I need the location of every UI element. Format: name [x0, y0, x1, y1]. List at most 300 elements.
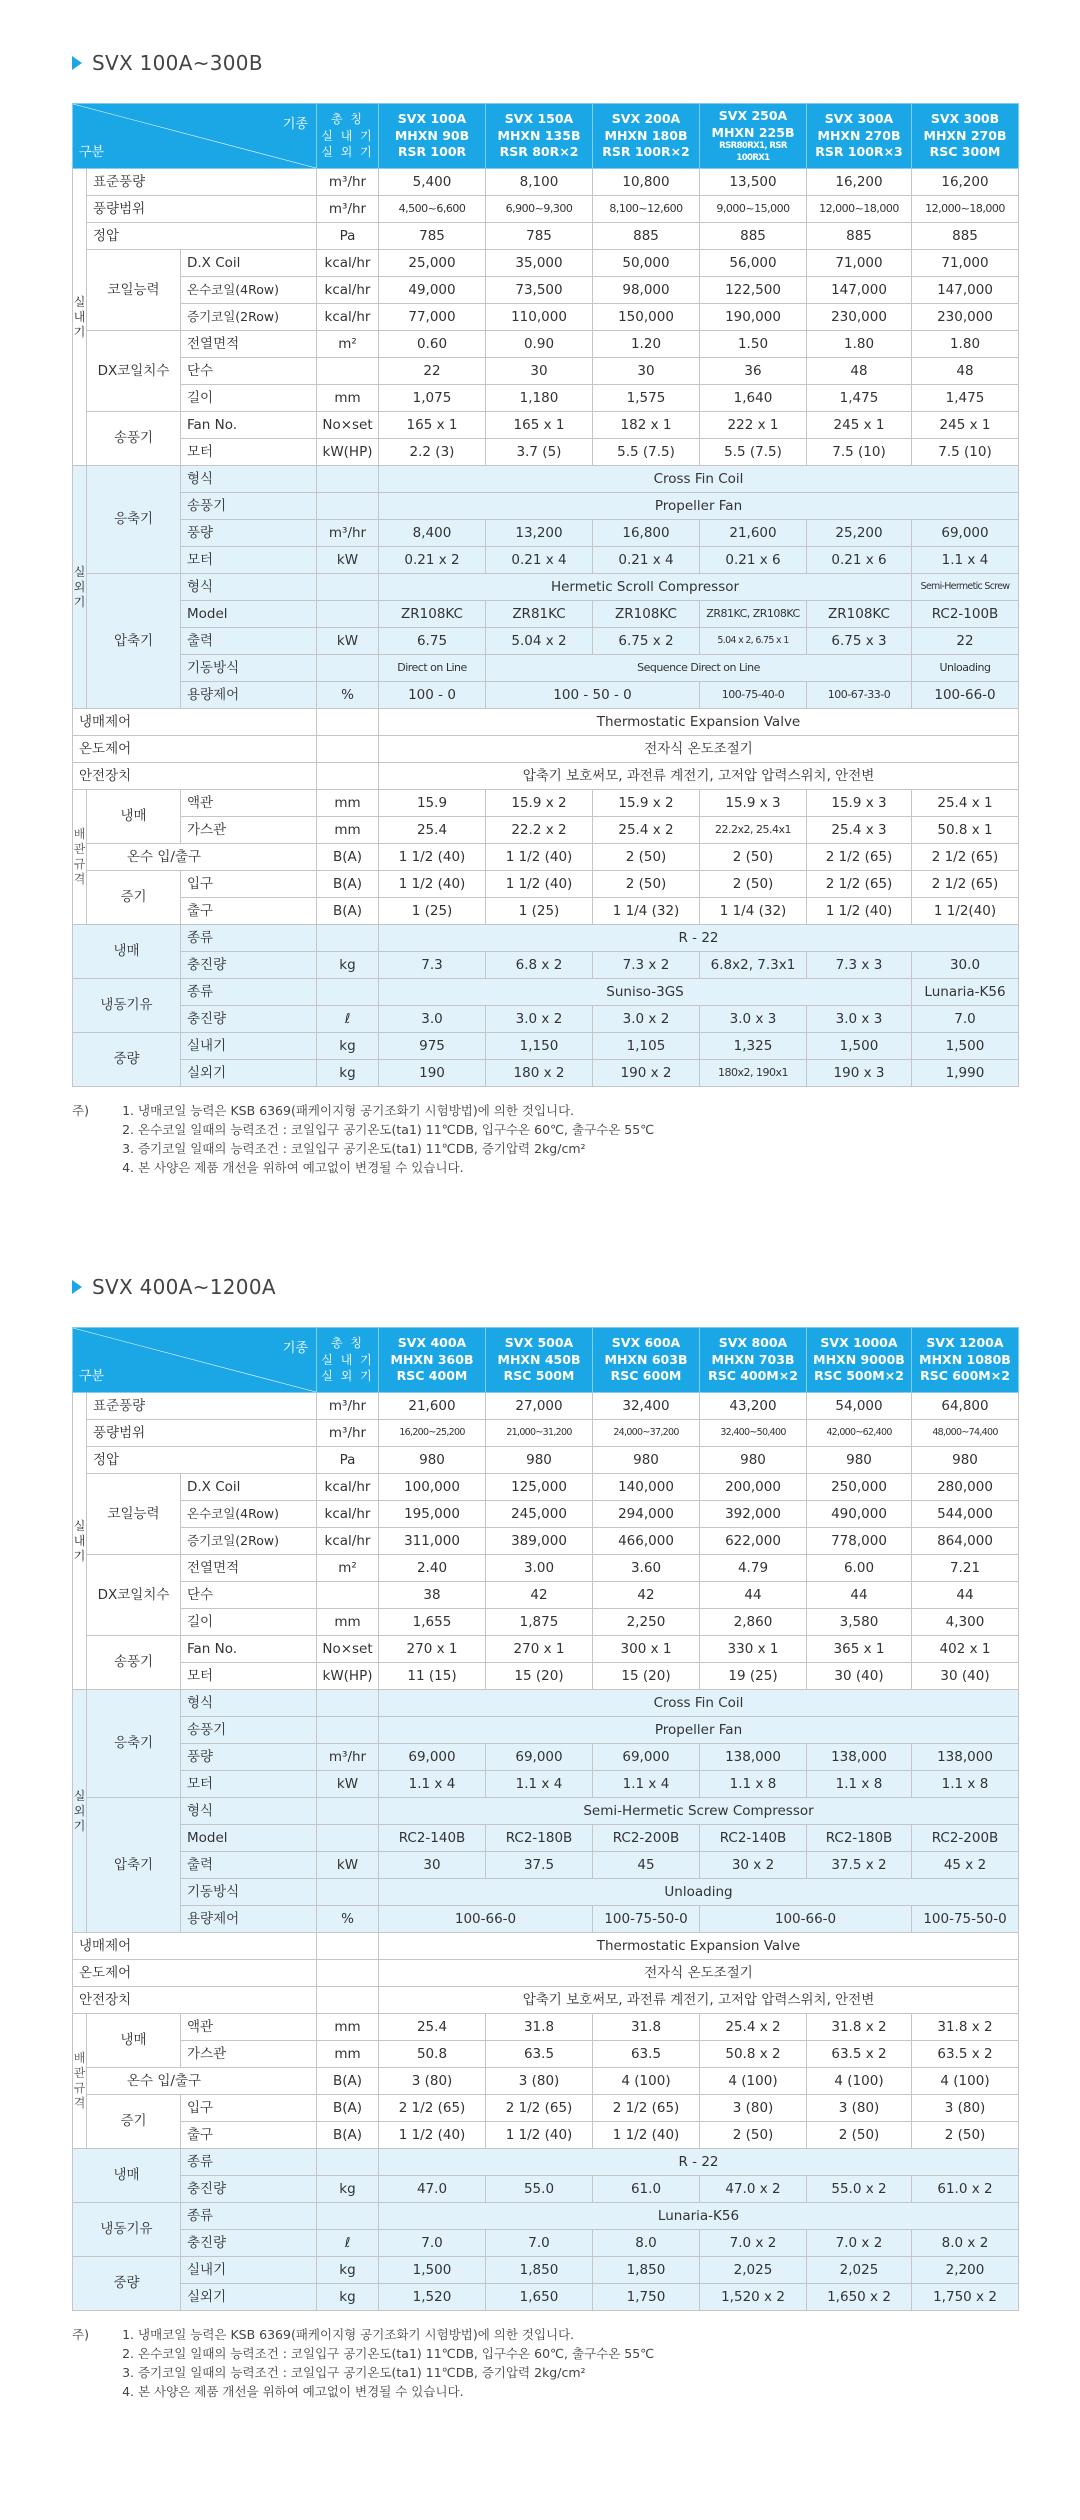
row-label: 풍량 — [181, 520, 317, 547]
value-cell: 21,600 — [379, 1393, 486, 1420]
value-cell: 100-75-50-0 — [593, 1906, 700, 1933]
unit-cell: B(A) — [317, 898, 379, 925]
unit-cell: kW(HP) — [317, 1663, 379, 1690]
value-cell: 885 — [912, 223, 1019, 250]
value-cell: 31.8 x 2 — [807, 2014, 912, 2041]
value-cell: 69,000 — [486, 1744, 593, 1771]
table-row — [73, 1987, 1019, 2014]
value-cell: 16,200~25,200 — [379, 1420, 486, 1447]
unit-cell: ℓ — [317, 1006, 379, 1033]
row-label: 전열면적 — [181, 331, 317, 358]
value-cell: 32,400~50,400 — [700, 1420, 807, 1447]
group-label: 증기 — [87, 871, 181, 925]
section-header — [72, 46, 1018, 80]
value-cell: 980 — [593, 1447, 700, 1474]
value-cell: 2 (50) — [912, 2122, 1019, 2149]
row-label: 표준풍량 — [87, 169, 317, 196]
value-cell: 16,800 — [593, 520, 700, 547]
piping-label: 배 관 규 격 — [73, 790, 87, 925]
row-label: 실내기 — [181, 1033, 317, 1060]
value-cell: 2 (50) — [593, 844, 700, 871]
group-label: DX코일치수 — [87, 331, 181, 412]
row-label: 냉매제어 — [73, 709, 317, 736]
value-cell: 1,850 — [486, 2257, 593, 2284]
row-label: 출구 — [181, 898, 317, 925]
unit-cell — [317, 493, 379, 520]
value-cell: 55.0 x 2 — [807, 2176, 912, 2203]
table-row — [73, 1717, 1019, 1744]
value-cell: 1 (25) — [379, 898, 486, 925]
spec-table — [72, 1327, 1019, 2311]
value-cell: 25.4 x 1 — [912, 790, 1019, 817]
header-units: 총 칭 실 내 기 실 외 기 — [317, 1328, 379, 1393]
value-cell: 100-75-40-0 — [700, 682, 807, 709]
unit-cell: kg — [317, 1060, 379, 1087]
value-cell: 10,800 — [593, 169, 700, 196]
table-row — [73, 601, 1019, 628]
unit-cell: m² — [317, 331, 379, 358]
value-cell: 138,000 — [807, 1744, 912, 1771]
value-cell: 43,200 — [700, 1393, 807, 1420]
table-row — [73, 385, 1019, 412]
value-cell: 330 x 1 — [700, 1636, 807, 1663]
value-cell: 15 (20) — [486, 1663, 593, 1690]
value-cell: 3.0 x 3 — [700, 1006, 807, 1033]
value-cell: 69,000 — [912, 520, 1019, 547]
value-cell: 9,000~15,000 — [700, 196, 807, 223]
value-cell: 778,000 — [807, 1528, 912, 1555]
value-cell: 402 x 1 — [912, 1636, 1019, 1663]
value-cell: 785 — [379, 223, 486, 250]
row-label: 길이 — [181, 385, 317, 412]
row-label: 표준풍량 — [87, 1393, 317, 1420]
value-cell: 25.4 — [379, 2014, 486, 2041]
value-cell: 138,000 — [912, 1744, 1019, 1771]
value-cell: 0.21 x 6 — [700, 547, 807, 574]
header-units: 총 칭 실 내 기 실 외 기 — [317, 104, 379, 169]
value-cell: 190 x 2 — [593, 1060, 700, 1087]
unit-cell: m² — [317, 1555, 379, 1582]
value-cell: 7.21 — [912, 1555, 1019, 1582]
value-cell: 3.0 x 2 — [593, 1006, 700, 1033]
table-row — [73, 1006, 1019, 1033]
value-cell: 63.5 — [593, 2041, 700, 2068]
value-cell: 1.50 — [700, 331, 807, 358]
table-row — [73, 358, 1019, 385]
table-row — [73, 520, 1019, 547]
table-row — [73, 2014, 1019, 2041]
group-label: DX코일치수 — [87, 1555, 181, 1636]
outdoor-unit-label: 실 외 기 — [73, 466, 87, 709]
row-label: 증기코일(2Row) — [181, 1528, 317, 1555]
unit-cell — [317, 1987, 379, 2014]
value-cell: 980 — [486, 1447, 593, 1474]
unit-cell: kcal/hr — [317, 277, 379, 304]
unit-cell: B(A) — [317, 2122, 379, 2149]
value-cell: 5.5 (7.5) — [593, 439, 700, 466]
unit-cell — [317, 358, 379, 385]
row-label: 온도제어 — [73, 736, 317, 763]
value-cell: 15 (20) — [593, 1663, 700, 1690]
unit-cell: kg — [317, 2257, 379, 2284]
unit-cell — [317, 979, 379, 1006]
value-cell: 7.0 — [379, 2230, 486, 2257]
value-cell: 1 1/2 (40) — [379, 844, 486, 871]
value-cell: 44 — [912, 1582, 1019, 1609]
value-cell: 1.1 x 4 — [593, 1771, 700, 1798]
value-cell: 980 — [912, 1447, 1019, 1474]
note-item: 1. 냉매코일 능력은 KSB 6369(패케이지형 공기조화기 시험방법)에 의한 것입니다. — [138, 1101, 654, 1120]
value-cell: Unloading — [912, 655, 1019, 682]
span-value: Cross Fin Coil — [379, 466, 1019, 493]
row-label: 전열면적 — [181, 1555, 317, 1582]
value-cell: 24,000~37,200 — [593, 1420, 700, 1447]
row-label: Fan No. — [181, 1636, 317, 1663]
row-label: 종류 — [181, 925, 317, 952]
group-label: 압축기 — [87, 1798, 181, 1933]
span-value: Thermostatic Expansion Valve — [379, 709, 1019, 736]
header-corner — [73, 1328, 317, 1393]
value-cell: 13,200 — [486, 520, 593, 547]
value-cell: 7.5 (10) — [807, 439, 912, 466]
value-cell: 2 1/2 (65) — [486, 2095, 593, 2122]
value-cell: 250,000 — [807, 1474, 912, 1501]
value-cell: 7.0 — [486, 2230, 593, 2257]
group-label: 압축기 — [87, 574, 181, 709]
unit-cell: Pa — [317, 1447, 379, 1474]
value-cell: 21,600 — [700, 520, 807, 547]
unit-cell: kg — [317, 952, 379, 979]
outdoor-unit-label: 실 외 기 — [73, 1690, 87, 1933]
value-cell: 1.1 x 8 — [807, 1771, 912, 1798]
row-label: 모터 — [181, 1663, 317, 1690]
row-label: 냉매제어 — [73, 1933, 317, 1960]
table-row — [73, 466, 1019, 493]
section-title: SVX 400A~1200A — [92, 1275, 276, 1299]
value-cell: 7.3 x 2 — [593, 952, 700, 979]
value-cell: 0.21 x 4 — [593, 547, 700, 574]
value-cell: 8,400 — [379, 520, 486, 547]
unit-cell: mm — [317, 817, 379, 844]
value-cell: 270 x 1 — [486, 1636, 593, 1663]
value-cell: 3.0 x 2 — [486, 1006, 593, 1033]
value-cell: 1,500 — [379, 2257, 486, 2284]
value-cell: 2 (50) — [700, 2122, 807, 2149]
table-row — [73, 1771, 1019, 1798]
value-cell: 1 1/2 (40) — [379, 2122, 486, 2149]
value-cell: 15.9 — [379, 790, 486, 817]
row-label: 실내기 — [181, 2257, 317, 2284]
corner-model-label: 기종 — [282, 117, 308, 132]
value-cell: 544,000 — [912, 1501, 1019, 1528]
value-cell: 42,000~62,400 — [807, 1420, 912, 1447]
value-cell: 122,500 — [700, 277, 807, 304]
note-item: 2. 온수코일 일때의 능력조건 : 코일입구 공기온도(ta1) 11℃DB, 입구수온 60℃, 출구수온 55℃ — [138, 1120, 654, 1139]
model-header: SVX 600A MHXN 603B RSC 600M — [593, 1328, 700, 1393]
table-row — [73, 1798, 1019, 1825]
value-cell: 7.0 x 2 — [700, 2230, 807, 2257]
value-cell: 38 — [379, 1582, 486, 1609]
value-cell: 27,000 — [486, 1393, 593, 1420]
value-cell: 16,200 — [807, 169, 912, 196]
span-value: Thermostatic Expansion Valve — [379, 1933, 1019, 1960]
unit-cell: B(A) — [317, 844, 379, 871]
note-item: 3. 증기코일 일때의 능력조건 : 코일입구 공기온도(ta1) 11℃DB, 증기압력 2kg/cm² — [138, 2363, 654, 2382]
value-cell: 50.8 x 2 — [700, 2041, 807, 2068]
table-row — [73, 790, 1019, 817]
value-cell: 13,500 — [700, 169, 807, 196]
table-row — [73, 331, 1019, 358]
value-cell: 1.1 x 4 — [912, 547, 1019, 574]
table-row — [73, 412, 1019, 439]
table-row — [73, 1033, 1019, 1060]
value-cell: 69,000 — [593, 1744, 700, 1771]
value-cell: 63.5 x 2 — [912, 2041, 1019, 2068]
value-cell: 42 — [593, 1582, 700, 1609]
row-label: 형식 — [181, 466, 317, 493]
value-cell: 1.1 x 4 — [379, 1771, 486, 1798]
table-row — [73, 196, 1019, 223]
value-cell: 77,000 — [379, 304, 486, 331]
unit-cell: kg — [317, 2284, 379, 2311]
row-label: 안전장치 — [73, 763, 317, 790]
value-cell: 73,500 — [486, 277, 593, 304]
unit-cell — [317, 1582, 379, 1609]
value-cell: 48 — [807, 358, 912, 385]
note-item: 2. 온수코일 일때의 능력조건 : 코일입구 공기온도(ta1) 11℃DB, 입구수온 60℃, 출구수온 55℃ — [138, 2344, 654, 2363]
table-row — [73, 871, 1019, 898]
value-cell: 6.75 x 3 — [807, 628, 912, 655]
span-value: 전자식 온도조절기 — [379, 1960, 1019, 1987]
table-row — [73, 2284, 1019, 2311]
group-label: 냉매 — [73, 925, 181, 979]
model-header: SVX 100A MHXN 90B RSR 100R — [379, 104, 486, 169]
value-cell: 8,100 — [486, 169, 593, 196]
value-cell: 2 (50) — [700, 844, 807, 871]
value-cell: 100-66-0 — [912, 682, 1019, 709]
table-row — [73, 2095, 1019, 2122]
value-cell: 71,000 — [912, 250, 1019, 277]
unit-cell: kcal/hr — [317, 250, 379, 277]
value-cell: 2 1/2 (65) — [807, 871, 912, 898]
value-cell: 1,520 x 2 — [700, 2284, 807, 2311]
unit-cell: kcal/hr — [317, 1528, 379, 1555]
corner-category-label: 구분 — [79, 145, 105, 161]
group-label: 송풍기 — [87, 1636, 181, 1690]
value-cell: 36 — [700, 358, 807, 385]
row-label: Model — [181, 1825, 317, 1852]
row-label: 용량제어 — [181, 682, 317, 709]
unit-cell: kg — [317, 2176, 379, 2203]
span-value: Unloading — [379, 1879, 1019, 1906]
value-cell: 365 x 1 — [807, 1636, 912, 1663]
value-cell: 1,990 — [912, 1060, 1019, 1087]
note-item: 1. 냉매코일 능력은 KSB 6369(패케이지형 공기조화기 시험방법)에 의한 것입니다. — [138, 2325, 654, 2344]
value-cell: 3 (80) — [912, 2095, 1019, 2122]
span-value: Lunaria-K56 — [379, 2203, 1019, 2230]
diagonal-divider-icon — [73, 104, 316, 168]
table-row — [73, 898, 1019, 925]
unit-cell: mm — [317, 2041, 379, 2068]
value-cell: 4,500~6,600 — [379, 196, 486, 223]
row-label: 입구 — [181, 2095, 317, 2122]
value-cell: 5,400 — [379, 169, 486, 196]
value-cell: 2 (50) — [807, 2122, 912, 2149]
value-cell: 3 (80) — [486, 2068, 593, 2095]
unit-cell: Pa — [317, 223, 379, 250]
value-cell: 1,500 — [807, 1033, 912, 1060]
row-label: 송풍기 — [181, 493, 317, 520]
value-cell: 30 (40) — [807, 1663, 912, 1690]
value-cell: 1.1 x 4 — [486, 1771, 593, 1798]
table-row — [73, 1528, 1019, 1555]
value-cell: 12,000~18,000 — [912, 196, 1019, 223]
value-cell: 140,000 — [593, 1474, 700, 1501]
note-item: 3. 증기코일 일때의 능력조건 : 코일입구 공기온도(ta1) 11℃DB, 증기압력 2kg/cm² — [138, 1139, 654, 1158]
unit-cell: No×set — [317, 1636, 379, 1663]
value-cell: 30.0 — [912, 952, 1019, 979]
span-value: R - 22 — [379, 925, 1019, 952]
value-cell: 2,250 — [593, 1609, 700, 1636]
value-cell: 4 (100) — [912, 2068, 1019, 2095]
unit-cell — [317, 1717, 379, 1744]
value-cell: 147,000 — [807, 277, 912, 304]
value-cell: 35,000 — [486, 250, 593, 277]
table-row — [73, 223, 1019, 250]
value-cell: 5.04 x 2, 6.75 x 1 — [700, 628, 807, 655]
table-row — [73, 2122, 1019, 2149]
value-cell: 71,000 — [807, 250, 912, 277]
table-row — [73, 1474, 1019, 1501]
unit-cell: kW(HP) — [317, 439, 379, 466]
corner-category-label: 구분 — [79, 1369, 105, 1385]
value-cell: Lunaria-K56 — [912, 979, 1019, 1006]
value-cell: 1.80 — [807, 331, 912, 358]
table-row — [73, 1825, 1019, 1852]
unit-cell — [317, 655, 379, 682]
value-cell: 100 - 0 — [379, 682, 486, 709]
value-cell: 980 — [700, 1447, 807, 1474]
value-cell: 22.2x2, 25.4x1 — [700, 817, 807, 844]
unit-cell: mm — [317, 790, 379, 817]
value-cell: 165 x 1 — [379, 412, 486, 439]
unit-cell — [317, 736, 379, 763]
span-value: 100 - 50 - 0 — [486, 682, 700, 709]
table-row — [73, 2041, 1019, 2068]
row-label: 온수 입/출구 — [87, 844, 317, 871]
row-label: 풍량범위 — [87, 1420, 317, 1447]
span-value: 압축기 보호써모, 과전류 계전기, 고저압 압력스위치, 안전변 — [379, 763, 1019, 790]
table-row — [73, 547, 1019, 574]
table-row — [73, 1393, 1019, 1420]
model-header: SVX 1200A MHXN 1080B RSC 600M×2 — [912, 1328, 1019, 1393]
value-cell: 45 x 2 — [912, 1852, 1019, 1879]
unit-cell — [317, 1798, 379, 1825]
row-label: 가스관 — [181, 2041, 317, 2068]
unit-cell: B(A) — [317, 2095, 379, 2122]
value-cell: 147,000 — [912, 277, 1019, 304]
unit-cell — [317, 709, 379, 736]
value-cell: 3.0 x 3 — [807, 1006, 912, 1033]
value-cell: 2,025 — [807, 2257, 912, 2284]
value-cell: 7.3 — [379, 952, 486, 979]
value-cell: 125,000 — [486, 1474, 593, 1501]
value-cell: 2 1/2 (65) — [807, 844, 912, 871]
unit-cell: ℓ — [317, 2230, 379, 2257]
row-label: 모터 — [181, 439, 317, 466]
row-label: D.X Coil — [181, 1474, 317, 1501]
value-cell: 44 — [700, 1582, 807, 1609]
value-cell: 63.5 x 2 — [807, 2041, 912, 2068]
unit-cell — [317, 574, 379, 601]
unit-cell — [317, 2203, 379, 2230]
model-header: SVX 300A MHXN 270B RSR 100R×3 — [807, 104, 912, 169]
value-cell: 6,900~9,300 — [486, 196, 593, 223]
unit-cell: kW — [317, 1771, 379, 1798]
row-label: 충진량 — [181, 2176, 317, 2203]
value-cell: 61.0 x 2 — [912, 2176, 1019, 2203]
row-label: 용량제어 — [181, 1906, 317, 1933]
table-row — [73, 1663, 1019, 1690]
value-cell: 1 1/2 (40) — [379, 871, 486, 898]
row-label: 액관 — [181, 2014, 317, 2041]
value-cell: 1,475 — [807, 385, 912, 412]
value-cell: 2 1/2 (65) — [593, 2095, 700, 2122]
indoor-unit-label: 실 내 기 — [73, 1393, 87, 1690]
unit-cell — [317, 466, 379, 493]
span-value: 100-66-0 — [379, 1906, 593, 1933]
table-row — [73, 1328, 1019, 1393]
value-cell: 19 (25) — [700, 1663, 807, 1690]
group-label: 냉매 — [73, 2149, 181, 2203]
row-label: 기동방식 — [181, 655, 317, 682]
value-cell: 50.8 — [379, 2041, 486, 2068]
notes — [72, 1101, 1018, 1177]
note-item: 4. 본 사양은 제품 개선을 위하여 예고없이 변경될 수 있습니다. — [138, 1158, 654, 1177]
value-cell: 3 (80) — [700, 2095, 807, 2122]
unit-cell: % — [317, 682, 379, 709]
table-row — [73, 925, 1019, 952]
unit-cell: kg — [317, 1033, 379, 1060]
table-row — [73, 655, 1019, 682]
value-cell: 69,000 — [379, 1744, 486, 1771]
value-cell: 1,075 — [379, 385, 486, 412]
span-value: Propeller Fan — [379, 493, 1019, 520]
unit-cell: kW — [317, 628, 379, 655]
value-cell: 190,000 — [700, 304, 807, 331]
value-cell: 15.9 x 2 — [593, 790, 700, 817]
value-cell: RC2-140B — [379, 1825, 486, 1852]
value-cell: Direct on Line — [379, 655, 486, 682]
value-cell: RC2-200B — [593, 1825, 700, 1852]
note-item: 4. 본 사양은 제품 개선을 위하여 예고없이 변경될 수 있습니다. — [138, 2382, 654, 2401]
table-row — [73, 1690, 1019, 1717]
value-cell: 270 x 1 — [379, 1636, 486, 1663]
spec-section-2 — [72, 1270, 1018, 2401]
value-cell: 30 — [486, 358, 593, 385]
value-cell: 1,750 — [593, 2284, 700, 2311]
value-cell: 31.8 — [486, 2014, 593, 2041]
span-value: Propeller Fan — [379, 1717, 1019, 1744]
value-cell: 1.20 — [593, 331, 700, 358]
model-header-line: SVX 250A — [718, 107, 788, 123]
notes-heading: 주) — [72, 2327, 89, 2342]
value-cell: 1,655 — [379, 1609, 486, 1636]
table-row — [73, 1636, 1019, 1663]
value-cell: 7.0 x 2 — [807, 2230, 912, 2257]
table-row — [73, 1555, 1019, 1582]
value-cell: 12,000~18,000 — [807, 196, 912, 223]
